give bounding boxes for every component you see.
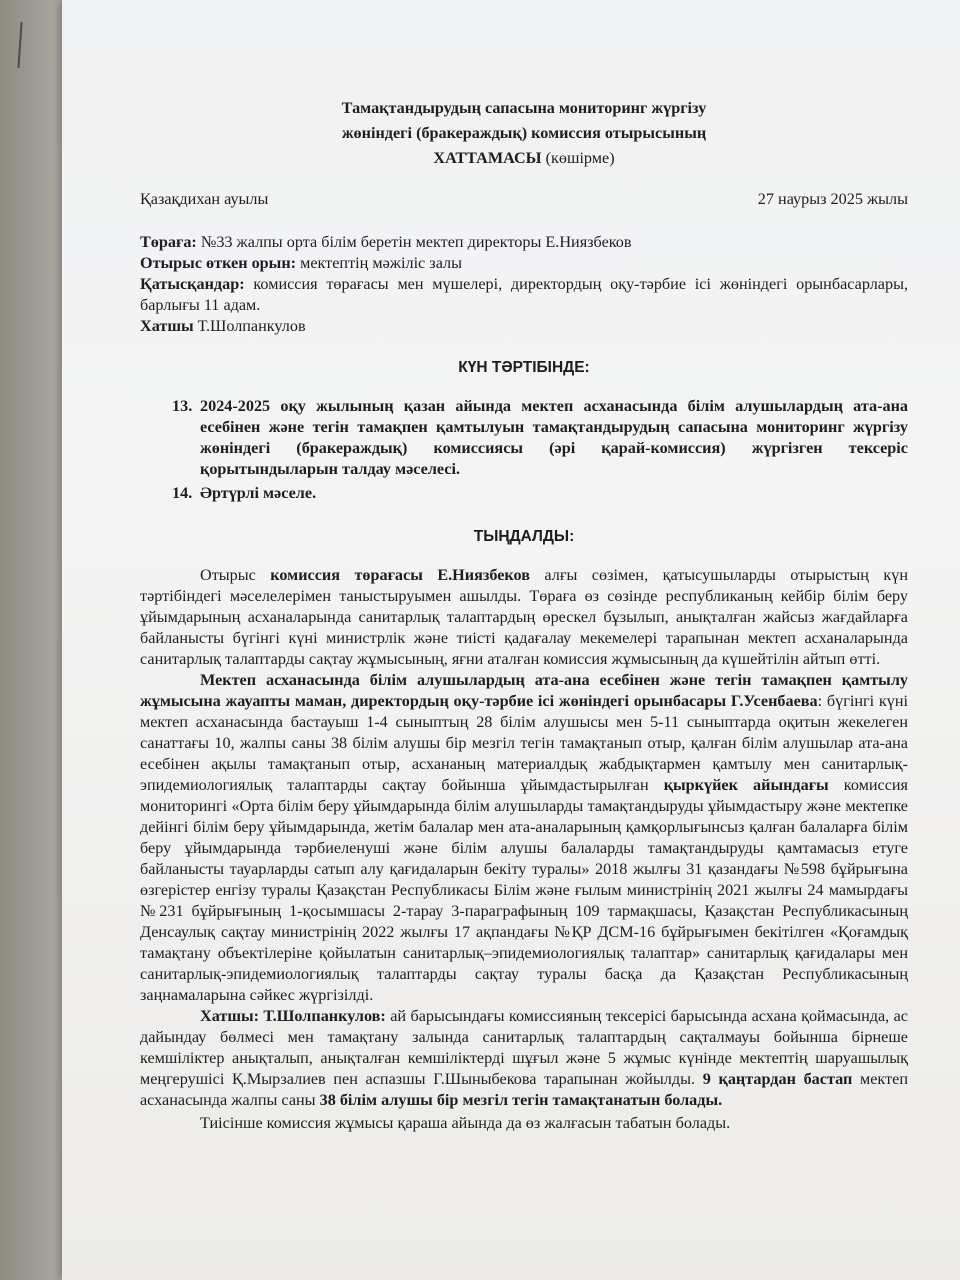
paragraph-secretary-report (140, 1006, 908, 1111)
title-line-2: жөніндегі (бракераждық) комиссия отырысының (341, 124, 707, 142)
agenda-list (140, 396, 908, 504)
p1-text-cont: алғы сөзімен, қатысушыларды отырыстың күн тәртібіндегі мәселелерімен таныстыруымен ашылды. Төраға өз сөзінде республиканың кейбір білім беру ұйымдарының асханаларында санитарлық талаптардың өрескел бұзылып, анықталған жайсыз жағдайларға байланысты бүгінгі күні министрлік және тиісті қадағалау мекемелері тарапынан мектеп асханаларында санитарлық талаптарды сақтау жұмысының, яғни аталған комиссия жұмысының да күшейтілін айтып өтті. (140, 566, 908, 668)
document-content (140, 96, 908, 1134)
secretary-label: Хатшы (140, 317, 194, 335)
p3-bold-end: 38 білім алушы бір мезгіл тегін тамақтанатын болады. (319, 1091, 723, 1109)
secretary-value: Т.Шолпанкулов (193, 317, 306, 335)
p1-text: Отырыс (200, 566, 271, 584)
venue-line (140, 253, 908, 274)
p2-bold-month: қыркүйек айындағы (663, 776, 829, 794)
title-line-3: ХАТТАМАСЫ (433, 149, 542, 167)
agenda-text: Әртүрлі мәселе. (200, 484, 317, 502)
p3-text-cont: мектеп асханасында жалпы саны (140, 1070, 908, 1109)
place: Қазақдихан ауылы (140, 190, 269, 208)
agenda-number: 13. (172, 397, 193, 415)
p2-bold: Мектеп асханасында білім алушылардың ата-ана есебінен және тегін тамақпен қамтылу жұмысына жауапты маман, директордың оқу-тәрбие ісі жөніндегі орынбасары Г.Усенбаева (140, 671, 908, 710)
secretary-line (140, 316, 908, 337)
paragraph-deputy-report (140, 670, 908, 1006)
place-date-row (140, 189, 908, 210)
title-line-1: Тамақтандырудың сапасына мониторинг жүргізу (341, 99, 707, 117)
p2-text: : бүгінгі күні мектеп асханасында бастауыш 1-4 сыныптың 28 білім алушысы мен 5-11 сыныптарда оқитын жекелеген санаттағы 10, жалпы саны 38 білім алушы бір мезгіл тегін тамақтанып отыр, қалған білім алушылар ата-ана есебінен ақылы тамақтанып отыр, асхананың материалдық жабдықтармен қамтылу мен санитарлық-эпидемиологиялық талаптарды сақтау бойынша ұйымдастырылған (140, 692, 908, 794)
agenda-heading: КҮН ТӘРТІБІНДЕ: (458, 359, 590, 376)
participants-value: комиссия төрағасы мен мүшелері, директордың оқу-тәрбие ісі жөніндегі орынбасарлары, барлығы 11 адам. (140, 275, 908, 314)
date: 27 наурыз 2025 жылы (757, 190, 908, 208)
venue-label: Отырыс өткен орын: (140, 254, 297, 272)
chair-line (140, 232, 908, 253)
paragraph-chair-speech (140, 565, 908, 670)
paragraph-conclusion: Тиісінше комиссия жұмысы қараша айында да өз жалғасын табатын болады. (200, 1114, 731, 1132)
chair-label: Төраға: (140, 233, 197, 251)
participants-label: Қатысқандар: (140, 275, 245, 293)
p3-text: ай барысындағы комиссияның тексерісі барысында асхана қоймасында, ас дайындау бөлмесі мен тамақтану залында санитарлық талаптардың сақталмауы бойынша бірнеше кемшіліктер анықталып, анықталған кемшіліктерді шұғыл және 5 жұмыс күнінде мектептің шаруашылық меңгерушісі Қ.Мырзалиев пен аспазшы Г.Шыныбекова тарапынан жойылды. (140, 1007, 908, 1088)
p3-bold: Хатшы: Т.Шолпанкулов: (200, 1007, 386, 1025)
heard-heading: ТЫҢДАЛДЫ: (473, 528, 575, 545)
participants-line (140, 274, 908, 316)
agenda-number: 14. (172, 484, 193, 502)
chair-value: №33 жалпы орта білім беретін мектеп директоры Е.Ниязбеков (196, 233, 632, 251)
p3-bold-date: 9 қаңтардан бастап (702, 1070, 853, 1088)
title-copy-note: (көшірме) (541, 149, 615, 167)
document-title (140, 96, 908, 171)
p2-text-cont: комиссия мониторингі «Орта білім беру ұйымдарында білім алушыларды тамақтандыруды ұйымдастыру және мектепке дейінгі білім беру ұйымдарында, жетім балалар мен ата-аналарының қамқорлығынсыз қалған балаларға білім беру ұйымдарында тәрбиеленуші және білім алушы балаларды тамақтандыруды қамтамасыз етуге байланысты тауарларды сатып алу қағидаларын бекіту туралы» 2018 жылғы 31 қазандағы №598 бұйрығына өзгерістер енгізу туралы Қазақстан Республикасы Білім және ғылым министрінің 2021 жылғы 24 мамырдағы №231 бұйрығының 1-қосымшасы 2-тарау 3-параграфының 109 тармақшасы, Қазақстан Республикасының Денсаулық сақтау министрінің 2022 жылғы 17 ақпандағы №ҚР ДСМ-16 бұйрығымен бекітілген «Қоғамдық тамақтану объектілеріне қойылатын санитарлық–эпидемиологиялық талаптар» санитарлық қағидалары мен санитарлық-эпидемиологиялық талаптарды сақтау туралы басқа да Қазақстан Республикасының заңнамаларына сәйкес жүргізілді. (140, 776, 908, 1004)
agenda-item (172, 396, 908, 480)
meeting-meta (140, 232, 908, 337)
agenda-text: 2024-2025 оқу жылының қазан айында мектеп асханасында білім алушылардың ата-ана есебінен және тегін тамақпен қамтылуын тамақтандырудың сапасына мониторинг жүргізу жөніндегі (бракераждық) комиссиясы (әрі қарай-комиссия) жүргізген тексеріс қорытындыларын талдау мәселесі. (200, 397, 908, 478)
venue-value: мектептің мәжіліс залы (296, 254, 462, 272)
agenda-item (172, 483, 908, 504)
p1-bold: комиссия төрағасы Е.Ниязбеков (270, 566, 530, 584)
